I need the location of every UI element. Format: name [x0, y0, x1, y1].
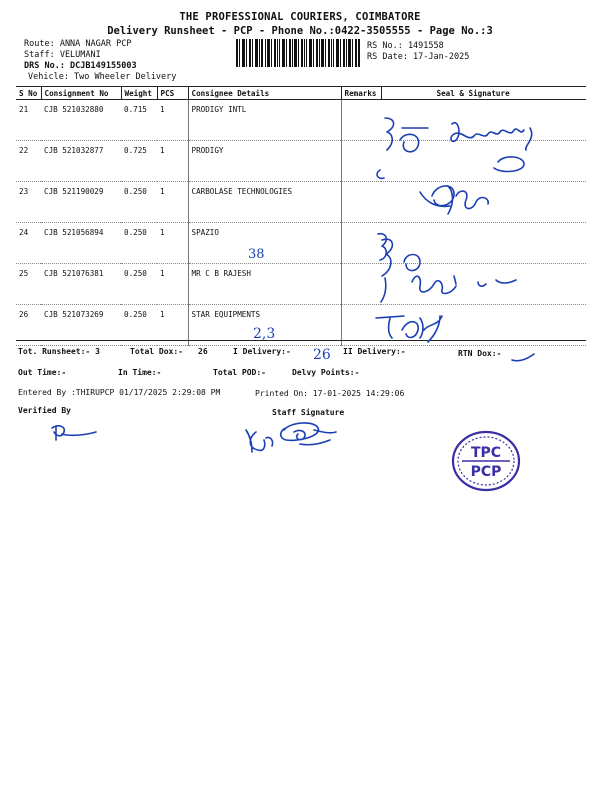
cell-consignee: STAR EQUIPMENTS	[188, 305, 341, 346]
signature-row22	[377, 157, 524, 178]
cell-pcs: 1	[157, 305, 188, 346]
cell-consignment: CJB 521073269	[41, 305, 121, 346]
cell-consignee: CARBOLASE TECHNOLOGIES	[188, 182, 341, 223]
i-delivery-label: I Delivery:-	[233, 347, 291, 356]
cell-sno: 21	[16, 100, 41, 141]
route-label: Route: ANNA NAGAR PCP	[24, 39, 132, 49]
cell-sno: 26	[16, 305, 41, 346]
vehicle-label: Vehicle: Two Wheeler Delivery	[28, 72, 177, 82]
cell-weight: 0.725	[121, 141, 157, 182]
signature-row21	[385, 118, 532, 152]
runsheet-title: Delivery Runsheet - PCP - Phone No.:0422-3505555 - Page No.:3	[107, 25, 493, 37]
cell-sno: 25	[16, 264, 41, 305]
cell-consignee: SPAZIO	[188, 223, 341, 264]
col-weight: Weight	[121, 87, 157, 100]
cell-weight: 0.250	[121, 264, 157, 305]
ii-delivery-label: II Delivery:-	[343, 347, 406, 356]
col-consignee: Consignee Details	[188, 87, 341, 100]
printed-on: Printed On: 17-01-2025 14:29:06	[255, 389, 405, 398]
rs-number: RS No.: 1491558	[367, 41, 444, 51]
cell-weight: 0.250	[121, 305, 157, 346]
cell-sno: 24	[16, 223, 41, 264]
col-remarks: Remarks	[341, 87, 381, 100]
signature-row25	[381, 239, 516, 302]
company-name: THE PROFESSIONAL COURIERS, COIMBATORE	[179, 11, 421, 23]
cell-pcs: 1	[157, 223, 188, 264]
cell-weight: 0.715	[121, 100, 157, 141]
in-time-label: In Time:-	[118, 368, 162, 377]
total-dox-value: 26	[198, 347, 208, 356]
col-seal-signature: Seal & Signature	[381, 87, 586, 100]
handwritten-note-row24: 38	[248, 247, 265, 262]
cell-weight: 0.250	[121, 223, 157, 264]
rs-date: RS Date: 17-Jan-2025	[367, 52, 470, 62]
col-sno: S No	[16, 87, 41, 100]
handwritten-i-delivery: 26	[313, 347, 331, 363]
cell-consignment: CJB 521032880	[41, 100, 121, 141]
stamp-top-text: TPC	[470, 445, 502, 461]
cell-consignment: CJB 521076381	[41, 264, 121, 305]
cell-consignment: CJB 521190029	[41, 182, 121, 223]
cell-consignee: PRODIGY INTL	[188, 100, 341, 141]
signature-row26	[376, 316, 442, 342]
cell-sno: 23	[16, 182, 41, 223]
tpc-pcp-stamp	[450, 430, 522, 492]
cell-consignee: PRODIGY	[188, 141, 341, 182]
staff-label: Staff: VELUMANI	[24, 50, 101, 60]
cell-pcs: 1	[157, 264, 188, 305]
handwritten-note-row26: 2,3	[253, 326, 276, 342]
rtn-dox-mark	[512, 354, 534, 361]
delvy-points-label: Delvy Points:-	[292, 368, 360, 377]
entered-by: Entered By :THIRUPCP 01/17/2025 2:29:08 PM	[18, 388, 221, 397]
col-pcs: PCS	[157, 87, 188, 100]
total-pod-label: Total POD:-	[213, 368, 266, 377]
staff-signature-label: Staff Signature	[272, 408, 345, 417]
stamp-bottom-text: PCP	[470, 464, 502, 480]
drs-number: DRS No.: DCJB149155003	[24, 61, 137, 71]
cell-sno: 22	[16, 141, 41, 182]
staff-signature-scribble	[246, 423, 336, 452]
rtn-dox-label: RTN Dox:-	[458, 349, 502, 358]
cell-consignment: CJB 521032877	[41, 141, 121, 182]
total-dox-label: Total Dox:-	[130, 347, 183, 356]
verified-by-label: Verified By	[18, 406, 71, 415]
col-consignment: Consignment No	[41, 87, 121, 100]
out-time-label: Out Time:-	[18, 368, 67, 377]
cell-pcs: 1	[157, 100, 188, 141]
cell-consignee: MR C B RAJESH	[188, 264, 341, 305]
tot-runsheet: Tot. Runsheet:- 3	[18, 347, 100, 356]
cell-consignment: CJB 521056894	[41, 223, 121, 264]
signature-row23	[420, 186, 488, 214]
note-mark-row24	[378, 234, 386, 260]
cell-weight: 0.250	[121, 182, 157, 223]
cell-pcs: 1	[157, 141, 188, 182]
cell-pcs: 1	[157, 182, 188, 223]
verified-by-signature	[52, 426, 96, 440]
